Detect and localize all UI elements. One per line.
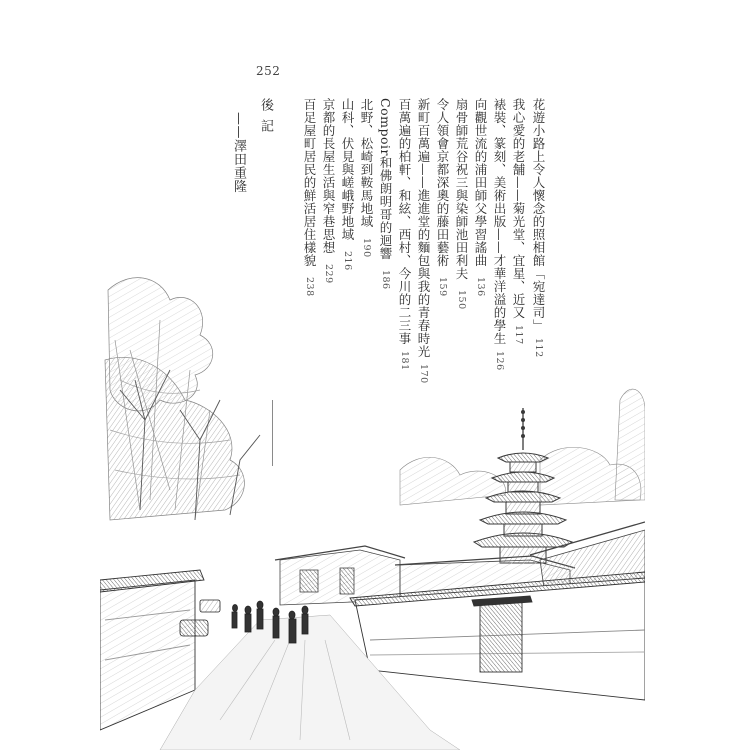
toc-entry-page: 117: [513, 325, 524, 345]
toc-entry-title: 新町百萬遍——進進堂的麵包與我的青春時光: [416, 98, 431, 358]
toc-entry-title: 京都的長屋生活與窄巷思想: [321, 98, 336, 254]
toc-entry-page: 238: [304, 277, 315, 297]
toc-entry-title: 山科、伏見與嵯峨野地域: [340, 98, 355, 241]
toc-entry-page: 181: [399, 351, 410, 371]
toc-entry-page: 126: [494, 351, 505, 371]
toc-entry-title: 我心愛的老舗——菊光堂、宜星、近又: [511, 98, 526, 319]
toc-entry-title: 北野、松崎到鞍馬地域: [359, 98, 374, 228]
toc-entry-page: 150: [456, 290, 467, 310]
toc-entry-page: 186: [380, 269, 391, 290]
toc-entry-page: 170: [418, 364, 429, 384]
toc-entry-page: 216: [342, 251, 353, 271]
toc-entry-title: 令人領會京都深奧的藤田藝術: [435, 98, 450, 267]
afterword-author: ——澤田重隆: [231, 112, 246, 193]
toc-entry-title: 百萬遍的柏軒、和絃、西村、今川的二三事: [397, 98, 412, 345]
toc-entry-title: 裱裝、篆刻、美術出版——才華洋溢的學生: [492, 98, 507, 345]
toc-entry: [358, 98, 374, 258]
toc-entry: [320, 98, 336, 284]
toc-entry-page: 136: [475, 277, 486, 297]
toc-entry-page: 112: [533, 338, 544, 358]
toc-entry-page: 159: [437, 277, 448, 297]
kyoto-street-pagoda-sketch-icon: [100, 260, 645, 750]
page-number: 252: [256, 64, 281, 78]
toc-entry-page: 229: [323, 264, 334, 284]
afterword-title: 後記: [258, 98, 273, 140]
toc-entry-title: 花遊小路上令人懷念的照相館「宛達司」: [531, 98, 546, 332]
toc-entry-title: 向觀世流的浦田師父學習謠曲: [473, 98, 488, 267]
toc-entry: [339, 98, 355, 271]
toc-entry-title: Compoir和佛朗明哥的迴響: [378, 98, 393, 260]
toc-entry-title: 扇骨師荒谷祝三與染師池田利夫: [454, 98, 469, 280]
toc-entry-title: 百足屋町居民的鮮活居住樣貌: [302, 98, 317, 267]
toc-entry-page: 190: [361, 238, 372, 258]
